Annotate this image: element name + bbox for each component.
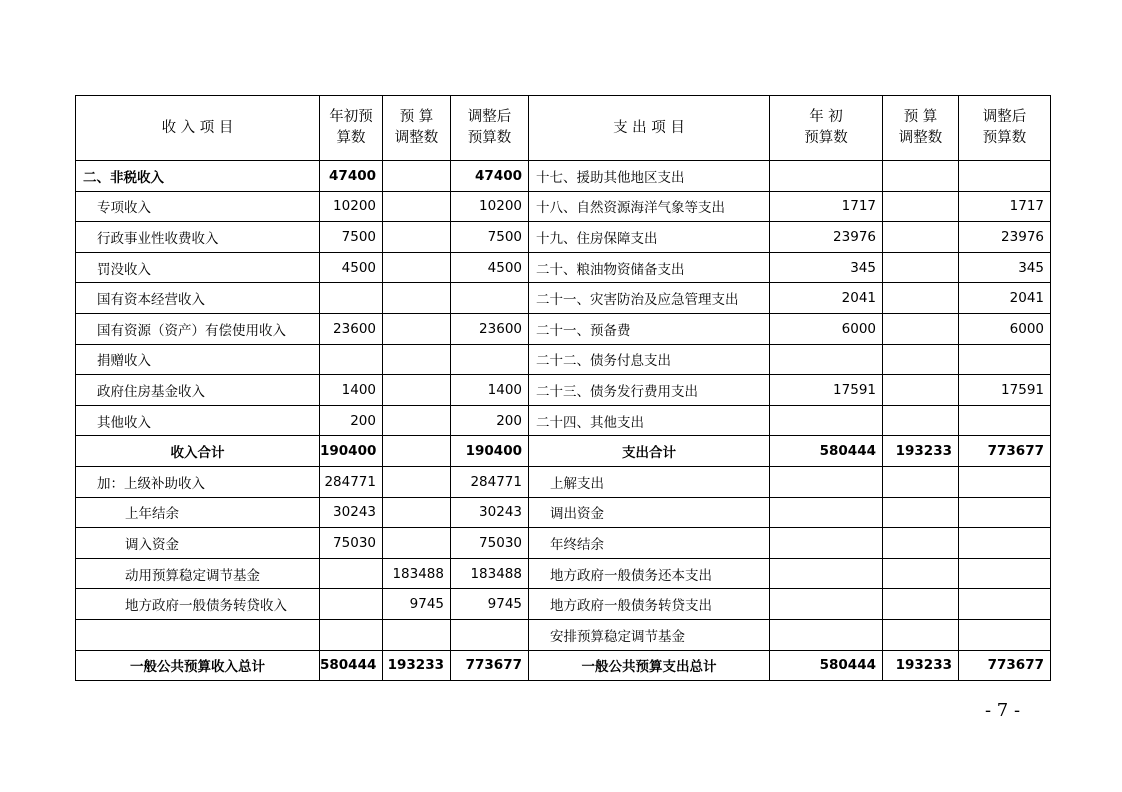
income-adjustment: 183488 bbox=[383, 558, 451, 589]
income-item: 动用预算稳定调节基金 bbox=[76, 558, 320, 589]
income-adjustment bbox=[383, 405, 451, 436]
expense-adjustment bbox=[883, 589, 959, 620]
income-adjusted: 284771 bbox=[451, 466, 529, 497]
expense-item: 二十二、债务付息支出 bbox=[529, 344, 770, 375]
expense-adjusted bbox=[959, 405, 1051, 436]
income-initial bbox=[320, 619, 383, 650]
expense-item: 地方政府一般债务还本支出 bbox=[529, 558, 770, 589]
expense-initial: 580444 bbox=[770, 650, 883, 681]
grand-total-row bbox=[76, 650, 1051, 681]
income-item bbox=[76, 619, 320, 650]
income-initial: 10200 bbox=[320, 191, 383, 222]
expense-item: 调出资金 bbox=[529, 497, 770, 528]
header-row bbox=[76, 96, 1051, 161]
expense-adjustment bbox=[883, 466, 959, 497]
expense-adjustment: 193233 bbox=[883, 436, 959, 467]
income-initial: 284771 bbox=[320, 466, 383, 497]
expense-adjustment bbox=[883, 528, 959, 559]
income-adjustment bbox=[383, 344, 451, 375]
income-adjusted: 9745 bbox=[451, 589, 529, 620]
expense-adjusted bbox=[959, 497, 1051, 528]
income-adjustment: 193233 bbox=[383, 650, 451, 681]
income-adjusted bbox=[451, 283, 529, 314]
income-initial: 7500 bbox=[320, 222, 383, 253]
header-income-adjustment: 预 算 调整数 bbox=[383, 96, 451, 161]
income-adjustment bbox=[383, 497, 451, 528]
budget-table bbox=[75, 95, 1051, 681]
page-number: - 7 - bbox=[985, 700, 1021, 721]
income-initial: 30243 bbox=[320, 497, 383, 528]
income-adjusted: 773677 bbox=[451, 650, 529, 681]
income-item: 其他收入 bbox=[76, 405, 320, 436]
header-income-adjusted: 调整后 预算数 bbox=[451, 96, 529, 161]
income-adjustment bbox=[383, 283, 451, 314]
expense-item: 地方政府一般债务转贷支出 bbox=[529, 589, 770, 620]
expense-adjusted: 1717 bbox=[959, 191, 1051, 222]
table-row bbox=[76, 619, 1051, 650]
header-expense-initial: 年 初 预算数 bbox=[770, 96, 883, 161]
expense-initial bbox=[770, 161, 883, 192]
income-adjustment bbox=[383, 375, 451, 406]
income-initial: 580444 bbox=[320, 650, 383, 681]
income-adjustment bbox=[383, 466, 451, 497]
table-row bbox=[76, 313, 1051, 344]
income-adjusted: 75030 bbox=[451, 528, 529, 559]
income-initial: 190400 bbox=[320, 436, 383, 467]
income-adjustment bbox=[383, 222, 451, 253]
expense-initial: 1717 bbox=[770, 191, 883, 222]
income-item: 地方政府一般债务转贷收入 bbox=[76, 589, 320, 620]
expense-item: 十九、住房保障支出 bbox=[529, 222, 770, 253]
expense-item: 二十一、灾害防治及应急管理支出 bbox=[529, 283, 770, 314]
income-item: 上年结余 bbox=[76, 497, 320, 528]
income-adjusted: 23600 bbox=[451, 313, 529, 344]
expense-adjustment bbox=[883, 222, 959, 253]
income-item: 罚没收入 bbox=[76, 252, 320, 283]
expense-adjustment bbox=[883, 619, 959, 650]
expense-initial bbox=[770, 497, 883, 528]
income-item: 政府住房基金收入 bbox=[76, 375, 320, 406]
header-income-initial: 年初预 算数 bbox=[320, 96, 383, 161]
income-item: 一般公共预算收入总计 bbox=[76, 650, 320, 681]
table-row bbox=[76, 283, 1051, 314]
expense-adjustment: 193233 bbox=[883, 650, 959, 681]
expense-adjusted: 773677 bbox=[959, 650, 1051, 681]
expense-adjusted bbox=[959, 619, 1051, 650]
expense-initial: 17591 bbox=[770, 375, 883, 406]
income-adjusted: 190400 bbox=[451, 436, 529, 467]
income-item: 收入合计 bbox=[76, 436, 320, 467]
income-initial: 200 bbox=[320, 405, 383, 436]
expense-initial bbox=[770, 558, 883, 589]
table-row bbox=[76, 405, 1051, 436]
income-adjusted: 7500 bbox=[451, 222, 529, 253]
expense-adjusted: 23976 bbox=[959, 222, 1051, 253]
expense-initial: 6000 bbox=[770, 313, 883, 344]
expense-item: 支出合计 bbox=[529, 436, 770, 467]
expense-item: 二十一、预备费 bbox=[529, 313, 770, 344]
table-row bbox=[76, 161, 1051, 192]
table-row bbox=[76, 252, 1051, 283]
expense-initial bbox=[770, 344, 883, 375]
expense-initial bbox=[770, 405, 883, 436]
income-adjustment bbox=[383, 528, 451, 559]
income-adjusted: 183488 bbox=[451, 558, 529, 589]
income-adjustment bbox=[383, 619, 451, 650]
expense-initial bbox=[770, 466, 883, 497]
income-adjusted: 4500 bbox=[451, 252, 529, 283]
expense-adjustment bbox=[883, 497, 959, 528]
income-adjusted: 1400 bbox=[451, 375, 529, 406]
income-initial: 23600 bbox=[320, 313, 383, 344]
income-initial: 75030 bbox=[320, 528, 383, 559]
income-adjustment bbox=[383, 313, 451, 344]
expense-item: 十八、自然资源海洋气象等支出 bbox=[529, 191, 770, 222]
income-item: 调入资金 bbox=[76, 528, 320, 559]
expense-adjusted: 345 bbox=[959, 252, 1051, 283]
income-adjusted: 200 bbox=[451, 405, 529, 436]
table-row bbox=[76, 589, 1051, 620]
expense-initial: 580444 bbox=[770, 436, 883, 467]
expense-adjusted: 17591 bbox=[959, 375, 1051, 406]
expense-adjusted: 773677 bbox=[959, 436, 1051, 467]
header-expense-adjusted: 调整后 预算数 bbox=[959, 96, 1051, 161]
income-adjusted bbox=[451, 344, 529, 375]
expense-adjusted bbox=[959, 344, 1051, 375]
expense-initial bbox=[770, 589, 883, 620]
table-row bbox=[76, 222, 1051, 253]
table-row bbox=[76, 558, 1051, 589]
income-item: 行政事业性收费收入 bbox=[76, 222, 320, 253]
income-initial bbox=[320, 558, 383, 589]
expense-item: 十七、援助其他地区支出 bbox=[529, 161, 770, 192]
income-adjustment bbox=[383, 191, 451, 222]
table-row bbox=[76, 528, 1051, 559]
income-adjustment bbox=[383, 161, 451, 192]
expense-adjustment bbox=[883, 283, 959, 314]
income-adjusted: 10200 bbox=[451, 191, 529, 222]
table-row bbox=[76, 466, 1051, 497]
table-row bbox=[76, 344, 1051, 375]
expense-adjustment bbox=[883, 344, 959, 375]
expense-adjusted bbox=[959, 161, 1051, 192]
expense-adjustment bbox=[883, 375, 959, 406]
expense-adjustment bbox=[883, 252, 959, 283]
expense-item: 安排预算稳定调节基金 bbox=[529, 619, 770, 650]
income-initial bbox=[320, 589, 383, 620]
header-expense-item: 支 出 项 目 bbox=[529, 96, 770, 161]
income-item: 国有资本经营收入 bbox=[76, 283, 320, 314]
expense-adjusted: 6000 bbox=[959, 313, 1051, 344]
income-item: 国有资源（资产）有偿使用收入 bbox=[76, 313, 320, 344]
expense-initial: 345 bbox=[770, 252, 883, 283]
income-initial: 47400 bbox=[320, 161, 383, 192]
income-adjusted: 30243 bbox=[451, 497, 529, 528]
income-adjusted: 47400 bbox=[451, 161, 529, 192]
expense-item: 一般公共预算支出总计 bbox=[529, 650, 770, 681]
expense-adjustment bbox=[883, 405, 959, 436]
income-item: 二、非税收入 bbox=[76, 161, 320, 192]
expense-initial: 2041 bbox=[770, 283, 883, 314]
expense-initial: 23976 bbox=[770, 222, 883, 253]
expense-adjusted: 2041 bbox=[959, 283, 1051, 314]
table-row bbox=[76, 497, 1051, 528]
expense-adjustment bbox=[883, 313, 959, 344]
income-adjustment bbox=[383, 252, 451, 283]
income-item: 加：上级补助收入 bbox=[76, 466, 320, 497]
table-row bbox=[76, 191, 1051, 222]
income-initial: 1400 bbox=[320, 375, 383, 406]
expense-adjusted bbox=[959, 528, 1051, 559]
header-expense-adjustment: 预 算 调整数 bbox=[883, 96, 959, 161]
subtotal-row bbox=[76, 436, 1051, 467]
expense-adjustment bbox=[883, 558, 959, 589]
income-initial: 4500 bbox=[320, 252, 383, 283]
expense-item: 二十、粮油物资储备支出 bbox=[529, 252, 770, 283]
income-adjustment bbox=[383, 436, 451, 467]
expense-adjusted bbox=[959, 466, 1051, 497]
expense-adjustment bbox=[883, 161, 959, 192]
expense-item: 二十四、其他支出 bbox=[529, 405, 770, 436]
expense-item: 上解支出 bbox=[529, 466, 770, 497]
expense-adjusted bbox=[959, 589, 1051, 620]
expense-item: 年终结余 bbox=[529, 528, 770, 559]
income-item: 捐赠收入 bbox=[76, 344, 320, 375]
income-item: 专项收入 bbox=[76, 191, 320, 222]
income-adjusted bbox=[451, 619, 529, 650]
income-initial bbox=[320, 344, 383, 375]
income-initial bbox=[320, 283, 383, 314]
expense-initial bbox=[770, 619, 883, 650]
table-row bbox=[76, 375, 1051, 406]
header-income-item: 收 入 项 目 bbox=[76, 96, 320, 161]
expense-initial bbox=[770, 528, 883, 559]
expense-adjusted bbox=[959, 558, 1051, 589]
expense-item: 二十三、债务发行费用支出 bbox=[529, 375, 770, 406]
income-adjustment: 9745 bbox=[383, 589, 451, 620]
expense-adjustment bbox=[883, 191, 959, 222]
